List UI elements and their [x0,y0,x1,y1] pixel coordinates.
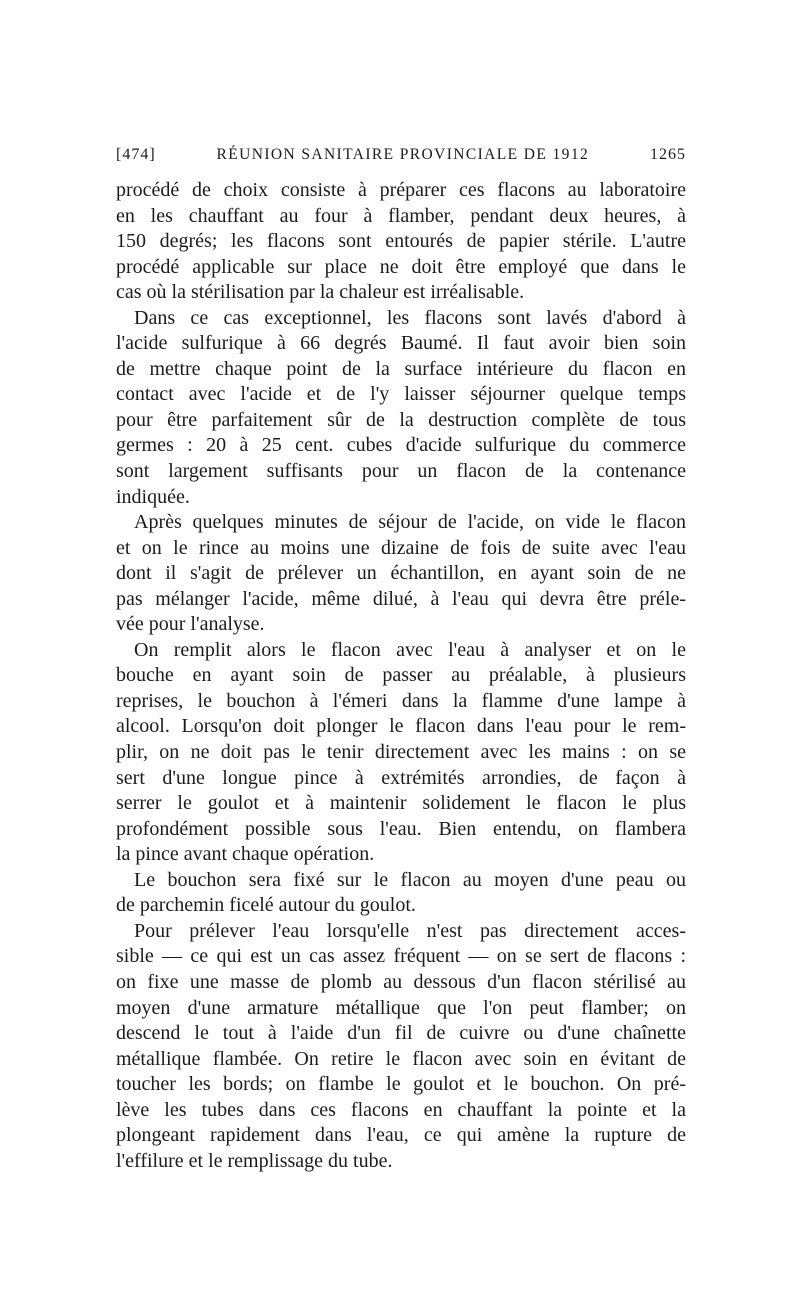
text-line: Pour prélever l'eau lorsqu'elle n'est pas directement acces- [134,919,686,942]
text-line: germes : 20 à 25 cent. cubes d'acide sulfurique du commerce [116,434,686,457]
text-line: procédé applicable sur place ne doit être employé que dans le [116,255,686,278]
text-line: en les chauffant au four à flamber, pendant deux heures, à [116,204,686,227]
text-line: indiquée. [116,485,190,508]
page-reference: [474] [116,146,156,163]
paragraph [116,510,686,638]
text-line: cas où la stérilisation par la chaleur est irréalisable. [116,281,525,304]
text-line: descend le tout à l'aide d'un fil de cuivre ou d'une chaînette [116,1022,686,1045]
text-line: reprises, le bouchon à l'émeri dans la flamme d'une lampe à [116,689,686,712]
text-line: toucher les bords; on flambe le goulot et le bouchon. On pré- [116,1073,686,1096]
text-line: de mettre chaque point de la surface intérieure du flacon en [116,357,686,380]
text-line: 150 degrés; les flacons sont entourés de papier stérile. L'autre [116,230,686,253]
text-line: l'acide sulfurique à 66 degrés Baumé. Il faut avoir bien soin [116,332,686,355]
text-line: l'effilure et le remplissage du tube. [116,1149,393,1172]
text-line: contact avec l'acide et de l'y laisser séjourner quelque temps [116,383,686,406]
text-line: sert d'une longue pince à extrémités arrondies, de façon à [116,766,686,789]
text-line: bouche en ayant soin de passer au préalable, à plusieurs [116,664,686,687]
text-line: de parchemin ficelé autour du goulot. [116,894,416,917]
paragraph [116,306,686,510]
text-line: Dans ce cas exceptionnel, les flacons sont lavés d'abord à [134,306,686,329]
paragraph [116,638,686,868]
text-line: moyen d'une armature métallique que l'on peut flamber; on [116,996,686,1019]
text-line: on fixe une masse de plomb au dessous d'un flacon stérilisé au [116,970,686,993]
text-line: dont il s'agit de prélever un échantillon, en ayant soin de ne [116,562,686,585]
text-line: procédé de choix consiste à préparer ces flacons au laboratoire [116,179,686,201]
text-line: alcool. Lorsqu'on doit plonger le flacon dans l'eau pour le rem- [116,715,686,738]
text-line: sible — ce qui est un cas assez fréquent — on se sert de flacons : [116,945,686,968]
text-line: lève les tubes dans ces flacons en chauffant la pointe et la [116,1098,686,1121]
text-line: On remplit alors le flacon avec l'eau à analyser et on le [134,638,686,661]
text-line: pour être parfaitement sûr de la destruction complète de tous [116,408,686,431]
paragraph [116,919,686,1174]
text-line: la pince avant chaque opération. [116,843,375,866]
text-line: Après quelques minutes de séjour de l'acide, on vide le flacon [134,511,686,534]
text-line: vée pour l'analyse. [116,613,265,636]
text-line: plir, on ne doit pas le tenir directement avec les mains : on se [116,741,686,764]
text-line: sont largement suffisants pour un flacon de la contenance [116,460,686,483]
running-title: RÉUNION SANITAIRE PROVINCIALE DE 1912 [216,146,590,163]
paragraph [116,868,686,919]
text-line: serrer le goulot et à maintenir solidement le flacon le plus [116,792,686,815]
page-number: 1265 [650,146,686,163]
text-line: plongeant rapidement dans l'eau, ce qui amène la rupture de [116,1124,686,1147]
running-head [116,146,686,164]
text-line: métallique flambée. On retire le flacon avec soin en évitant de [116,1047,686,1070]
text-line: profondément possible sous l'eau. Bien entendu, on flambera [116,817,686,840]
paragraph [116,178,686,306]
body-text [116,178,686,1174]
text-line: et on le rince au moins une dizaine de fois de suite avec l'eau [116,536,686,559]
text-line: pas mélanger l'acide, même dilué, à l'eau qui devra être préle- [116,587,686,610]
text-line: Le bouchon sera fixé sur le flacon au moyen d'une peau ou [134,868,686,891]
